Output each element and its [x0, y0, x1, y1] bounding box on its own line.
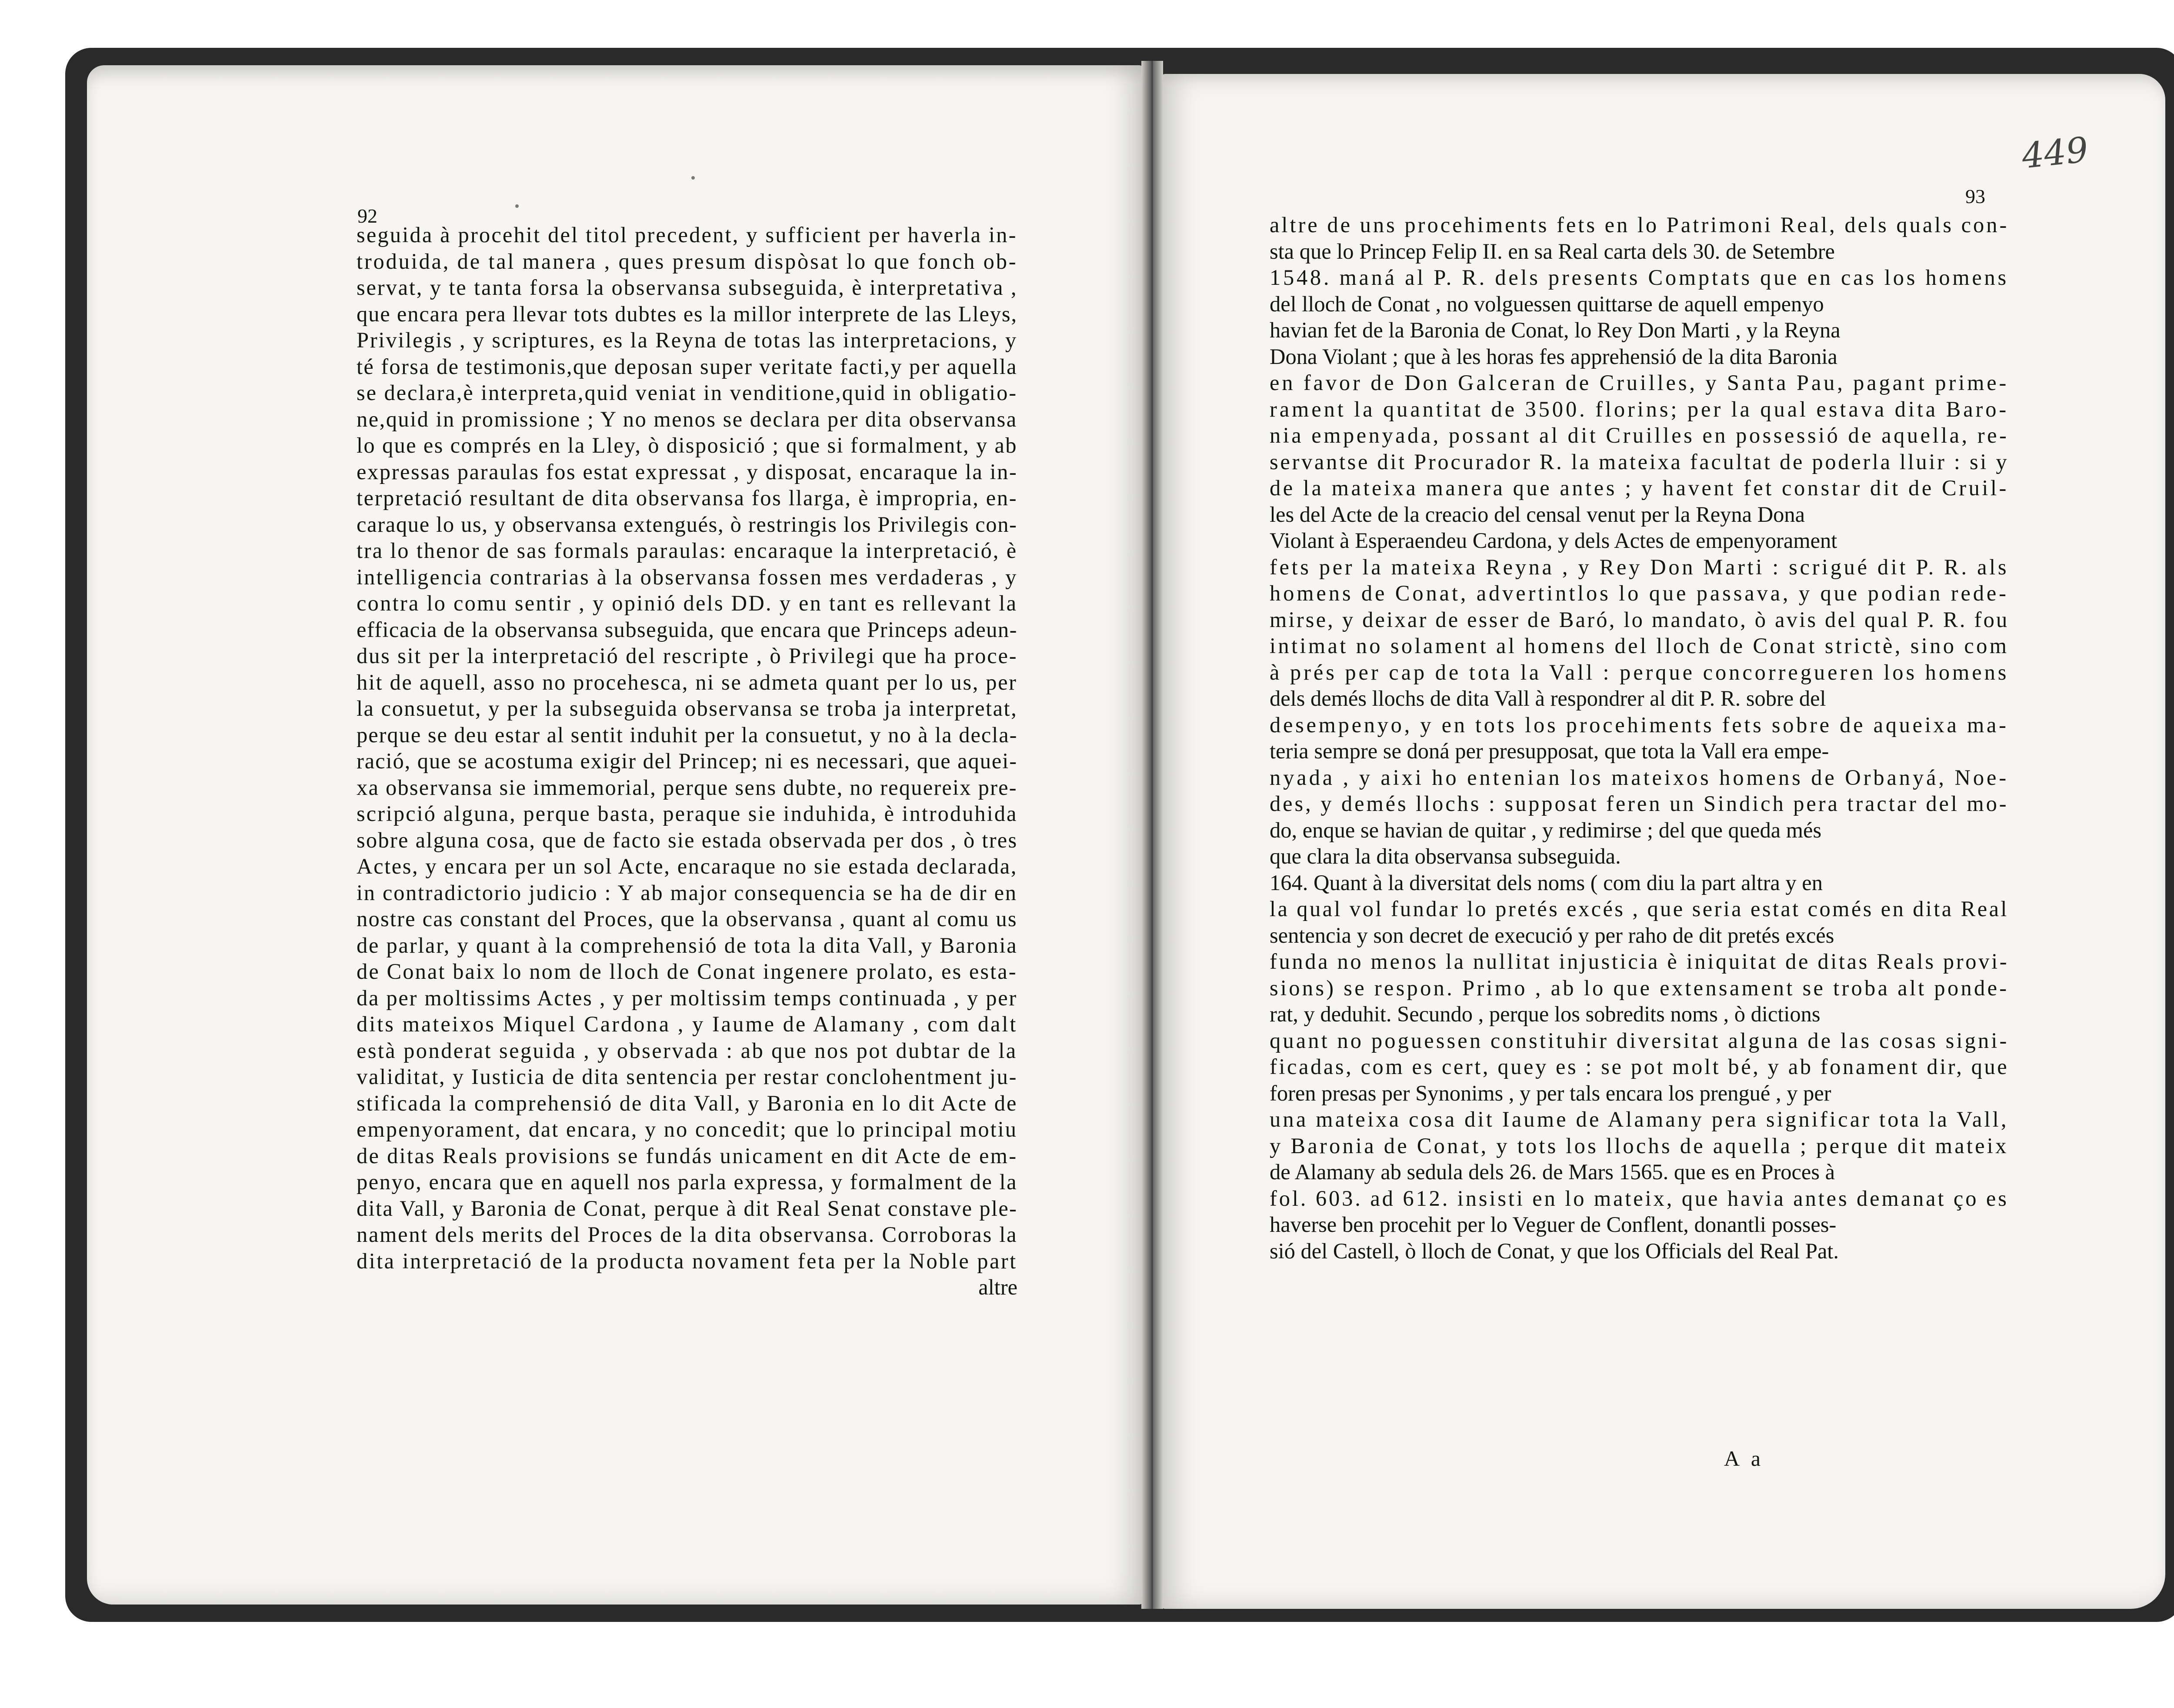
text-line: Dona Violant ; que à les horas fes apprehensió de la dita Baronia — [1270, 344, 1837, 369]
text-line: mirse, y deixar de esser de Baró, lo mandato, ò avis del qual P. R. fou — [1270, 607, 2009, 632]
text-line: intimat no solament al homens del lloch de Conat strictè, sino com — [1270, 634, 2009, 658]
text-line: da per moltissims Actes , y per moltissim temps continuada , y per — [357, 985, 1017, 1010]
text-line: sentencia y son decret de execució y per raho de dit pretés excés — [1270, 923, 1834, 947]
ink-speck — [515, 204, 519, 208]
text-line: ració, que se acostuma exigir del Princep; ni es necessari, que aquei- — [357, 749, 1017, 773]
text-line: nyada , y aixi ho entenian los mateixos homens de Orbanyá, Noe- — [1270, 765, 2009, 790]
text-line: do, enque se havian de quitar , y redimirse ; del que queda més — [1270, 817, 1822, 842]
text-line: perque se deu estar al sentit induhit per la consuetut, y no à la decla- — [357, 722, 1017, 747]
book-gutter — [1141, 61, 1163, 1609]
text-line: sta que lo Princep Felip II. en sa Real carta dels 30. de Setembre — [1270, 239, 1835, 264]
ink-speck — [691, 176, 695, 180]
text-line: efficacia de la observansa subseguida, que encara que Princeps adeun- — [357, 617, 1017, 642]
text-line: troduida, de tal manera , ques presum dispòsat lo que fonch ob- — [357, 249, 1017, 274]
text-line: sió del Castell, ò lloch de Conat, y que los Officials del Real Pat. — [1270, 1238, 1839, 1263]
text-line: caraque lo us, y observansa extengués, ò restringis los Privilegis con- — [357, 512, 1017, 537]
text-line: que encara pera llevar tots dubtes es la millor interprete de las Lleys, — [357, 301, 1017, 326]
text-line: lo que es comprés en la Lley, ò disposició ; que si formalment, y ab — [357, 433, 1017, 457]
text-line: de Conat baix lo nom de lloch de Conat ingenere prolato, es esta- — [357, 959, 1017, 984]
text-line: servantse dit Procurador R. la mateixa facultat de poderla lluir : si y — [1270, 449, 2009, 474]
text-line: des, y demés llochs : supposat feren un Sindich pera tractar del mo- — [1270, 791, 2009, 816]
text-line: quant no poguessen constituhir diversitat alguna de las cosas signi- — [1270, 1028, 2009, 1053]
text-line: del lloch de Conat , no volguessen quittarse de aquell empenyo — [1270, 291, 1824, 316]
text-line: una mateixa cosa dit Iaume de Alamany pera significar tota la Vall, — [1270, 1107, 2009, 1131]
text-line: 1548. maná al P. R. dels presents Comptats que en cas los homens — [1270, 265, 2009, 290]
text-line: sobre alguna cosa, que de facto sie estada observada per dos , ò tres — [357, 827, 1017, 852]
text-line: dits mateixos Miquel Cardona , y Iaume de Alamany , com dalt — [357, 1012, 1017, 1036]
signature-mark: A a — [1724, 1446, 1764, 1471]
text-line: de la mateixa manera que antes ; y havent fet constar dit de Cruil- — [1270, 476, 2009, 500]
text-line: penyo, encara que en aquell nos parla expressa, y formalment de la — [357, 1170, 1017, 1194]
text-line: à prés per cap de tota la Vall : perque concorregueren los homens — [1270, 660, 2009, 684]
text-line: altre de uns procehiments fets en lo Patrimoni Real, dels quals con- — [1270, 213, 2009, 237]
text-line: hit de aquell, asso no procehesca, ni se admeta quant per lo us, per — [357, 670, 1017, 694]
text-line: teria sempre se doná per presupposat, que tota la Vall era empe- — [1270, 739, 1829, 763]
right-page-number: 93 — [1965, 185, 1985, 207]
text-line: la consuetut, y per la subseguida observansa se troba ja interpretat, — [357, 696, 1017, 721]
text-line: Actes, y encara per un sol Acte, encaraque no sie estada declarada, — [357, 854, 1017, 878]
text-line: foren presas per Synonims , y per tals encara los prengué , y per — [1270, 1081, 1831, 1105]
text-line: havian fet de la Baronia de Conat, lo Rey Don Marti , y la Reyna — [1270, 318, 1841, 342]
text-line: que clara la dita observansa subseguida. — [1270, 844, 1621, 868]
text-line: altre — [978, 1275, 1017, 1299]
text-line: té forsa de testimonis,que deposan super veritate facti,y per aquella — [357, 354, 1017, 379]
text-line: fets per la mateixa Reyna , y Rey Don Marti : scrigué dit P. R. als — [1270, 554, 2009, 579]
text-line: la qual vol fundar lo pretés excés , que seria estat comés en dita Real — [1270, 897, 2009, 921]
text-line: validitat, y Iusticia de dita sentencia per restar conclohentment ju- — [357, 1064, 1017, 1089]
text-line: servat, y te tanta forsa la observansa subseguida, è interpretativa , — [357, 275, 1017, 300]
text-line: fol. 603. ad 612. insisti en lo mateix, que havia antes demanat ço es — [1270, 1186, 2009, 1211]
text-line: xa observansa sie immemorial, perque sens dubte, no requereix pre- — [357, 775, 1017, 800]
text-line: de parlar, y quant à la comprehensió de tota la dita Vall, y Baronia — [357, 933, 1017, 957]
text-line: rat, y deduhit. Secundo , perque los sobredits noms , ò dictions — [1270, 1002, 1821, 1026]
text-line: està ponderat seguida , y observada : ab que nos pot dubtar de la — [357, 1038, 1017, 1063]
text-line: dus sit per la interpretació del rescripte , ò Privilegi que ha proce- — [357, 644, 1017, 668]
text-line: in contradictorio judicio : Y ab major consequencia se ha de dir en — [357, 880, 1017, 905]
text-line: nament dels merits del Proces de la dita observansa. Corroboras la — [357, 1222, 1017, 1247]
text-line: de ditas Reals provisions se fundás unicament en dit Acte de em- — [357, 1143, 1017, 1168]
text-line: dita interpretació de la producta novament feta per la Noble part — [357, 1248, 1017, 1273]
text-line: Privilegis , y scriptures, es la Reyna de totas las interpretacions, y — [357, 328, 1017, 352]
text-line: en favor de Don Galceran de Cruilles, y Santa Pau, pagant prime- — [1270, 370, 2009, 395]
text-line: ne,quid in promissione ; Y no menos se declara per dita observansa — [357, 407, 1017, 431]
text-line: y Baronia de Conat, y tots los llochs de aquella ; perque dit mateix — [1270, 1133, 2009, 1158]
text-line: terpretació resultant de dita observansa fos llarga, è impropria, en- — [357, 486, 1017, 510]
text-line: dels demés llochs de dita Vall à respondrer al dit P. R. sobre del — [1270, 686, 1826, 711]
text-line: se declara,è interpreta,quid veniat in venditione,quid in obligatio- — [357, 380, 1017, 405]
text-line: dita Vall, y Baronia de Conat, perque à dit Real Senat constave ple- — [357, 1196, 1017, 1221]
handwritten-folio-number: 449 — [2020, 129, 2091, 177]
text-line: expressas paraulas fos estat expressat , y disposat, encaraque la in- — [357, 459, 1017, 484]
right-page-text — [1270, 212, 2009, 1264]
text-line: de Alamany ab sedula dels 26. de Mars 1565. que es en Proces à — [1270, 1160, 1835, 1184]
text-line: haverse ben procehit per lo Veguer de Conflent, donantli posses- — [1270, 1212, 1837, 1237]
text-line: homens de Conat, advertintlos lo que passava, y que podian rede- — [1270, 581, 2009, 605]
text-line: tra lo thenor de sas formals paraulas: encaraque la interpretació, è — [357, 538, 1017, 563]
text-line: rament la quantitat de 3500. florins; per la qual estava dita Baro- — [1270, 397, 2009, 421]
text-line: 164. Quant à la diversitat dels noms ( com diu la part altra y en — [1270, 870, 1823, 895]
text-line: les del Acte de la creacio del censal venut per la Reyna Dona — [1270, 502, 1805, 527]
left-page-number: 92 — [357, 205, 377, 227]
text-line: funda no menos la nullitat injusticia è iniquitat de ditas Reals provi- — [1270, 949, 2009, 974]
text-line: sions) se respon. Primo , ab lo que extensament se troba alt ponde- — [1270, 975, 2009, 1000]
text-line: nia empenyada, possant al dit Cruilles en possessió de aquella, re- — [1270, 423, 2009, 447]
text-line: seguida à procehit del titol precedent, y sufficient per haverla in- — [357, 223, 1017, 247]
text-line: empenyorament, dat encara, y no concedit; que lo principal motiu — [357, 1117, 1017, 1141]
text-line: Violant à Esperaendeu Cardona, y dels Actes de empenyorament — [1270, 528, 1837, 553]
text-line: ficadas, com es cert, quey es : se pot molt bé, y ab fonament dir, que — [1270, 1054, 2009, 1079]
text-line: nostre cas constant del Proces, que la observansa , quant al comu us — [357, 907, 1017, 931]
text-line: desempenyo, y en tots los procehiments fets sobre de aqueixa ma- — [1270, 712, 2009, 737]
text-line: contra lo comu sentir , y opinió dels DD. y en tant es rellevant la — [357, 591, 1017, 615]
left-page-text — [357, 222, 1017, 1301]
text-line: intelligencia contrarias à la observansa fossen mes verdaderas , y — [357, 564, 1017, 589]
text-line: stificada la comprehensió de dita Vall, y Baronia en lo dit Acte de — [357, 1091, 1017, 1115]
text-line: scripció alguna, perque basta, peraque sie induhida, è introduhida — [357, 801, 1017, 826]
